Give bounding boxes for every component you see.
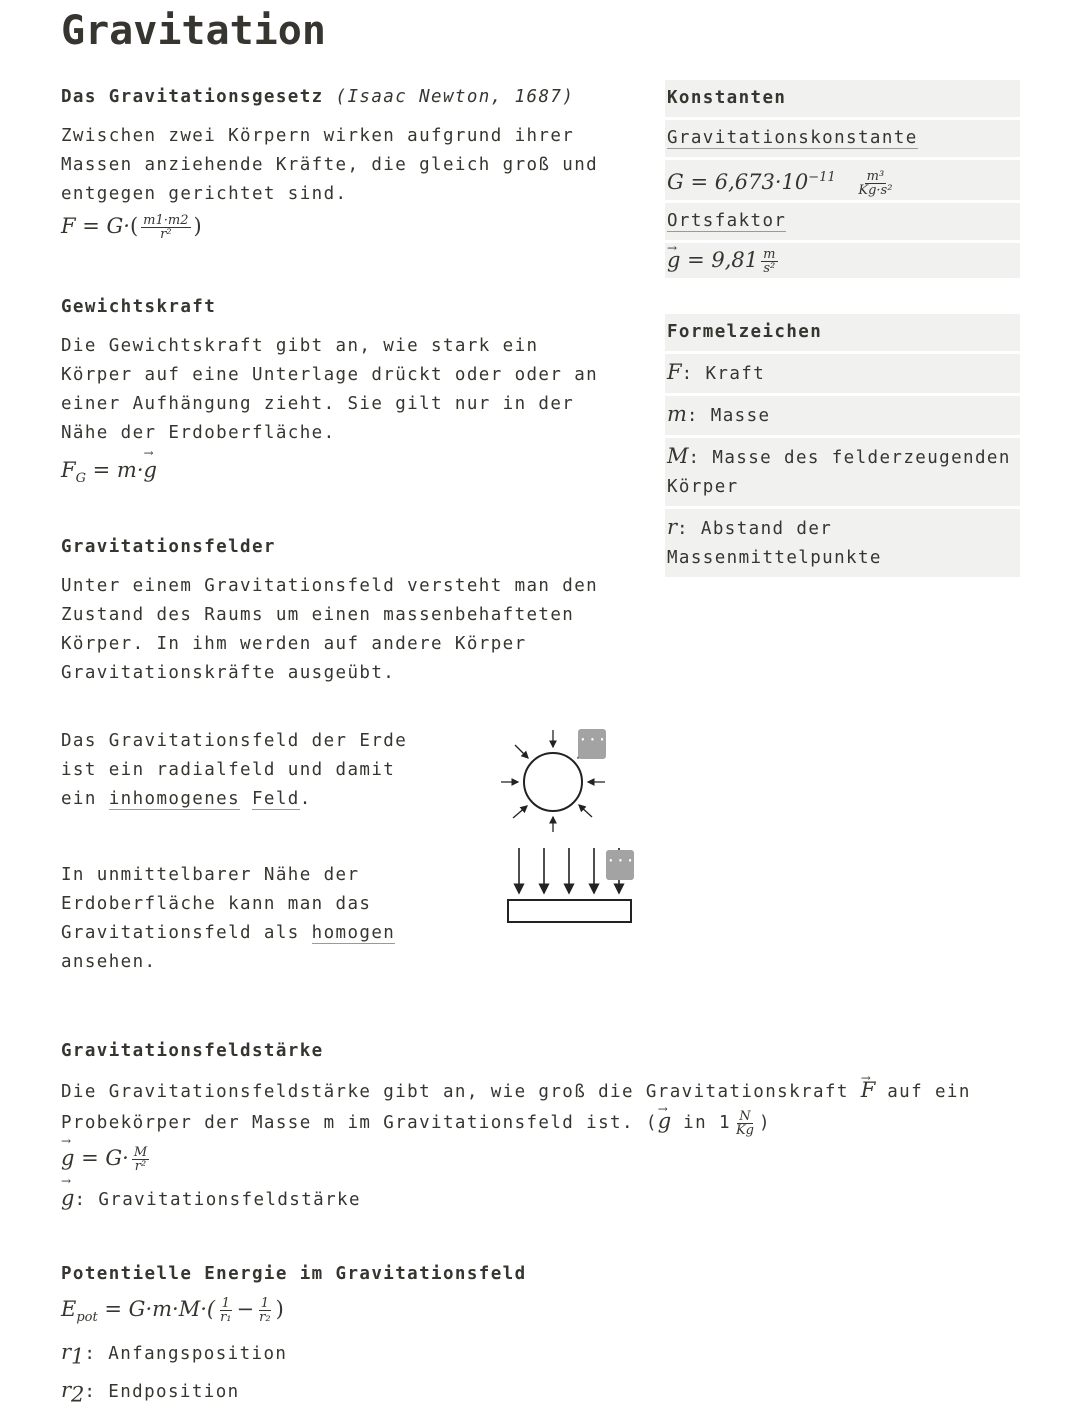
g-const-exp: −11	[808, 170, 836, 185]
g-const-unit	[856, 170, 894, 197]
r1-sub: 1	[71, 1344, 85, 1369]
potential-minus: −	[236, 1297, 255, 1321]
symbol-m-text: : Masse	[686, 406, 771, 426]
potential-mid: = G·m·M·(	[97, 1297, 216, 1321]
strength-frac-num: M	[133, 1145, 148, 1160]
gravitational-constant-link[interactable]: Gravitationskonstante	[667, 128, 918, 148]
g-const-unit-den: Kg·s²	[858, 183, 893, 198]
unit-fraction	[734, 1110, 756, 1137]
homogen-link[interactable]: homogen	[311, 923, 396, 943]
definition-g-vector: → g	[61, 1186, 74, 1210]
potential-f2-den: r₂	[259, 1310, 271, 1325]
law-formula: F = G·( $\frac{m1\cdot m2}{\text{r²}}$ )	[61, 213, 202, 242]
strength-text-3: in 1	[671, 1113, 731, 1133]
symbols-header: Formelzeichen	[665, 314, 1020, 351]
inhomogen-link[interactable]: inhomogenes	[108, 789, 241, 809]
potential-e-sub: pot	[76, 1310, 98, 1326]
definition-text: : Gravitationsfeldstärke	[74, 1190, 361, 1210]
force-vector: → F	[861, 1076, 876, 1105]
page-title: Gravitation	[61, 8, 326, 54]
law-fraction	[141, 214, 190, 241]
symbol-row	[665, 509, 1020, 577]
homogen-text-post: ansehen.	[61, 952, 157, 972]
potential-heading: Potentielle Energie im Gravitationsfeld	[61, 1264, 527, 1284]
formula-g-vector: → g	[61, 1146, 74, 1170]
symbol-M: M	[667, 444, 689, 468]
constants-row	[665, 120, 1020, 157]
homogen-text-pre: In unmittelbarer Nähe der Erdoberfläche kann man das Gravitationsfeld als	[61, 865, 372, 943]
symbols-table	[665, 314, 1020, 580]
strength-fraction	[132, 1146, 149, 1173]
weight-g-vector: → g	[144, 458, 157, 482]
r2-text: : Endposition	[84, 1382, 240, 1402]
field-arrow	[515, 745, 528, 758]
strength-text-1: Die Gravitationsfeldstärke gibt an, wie groß die Gravitationskraft	[61, 1082, 849, 1102]
r1-text: : Anfangsposition	[84, 1344, 288, 1364]
weight-text: Die Gewichtskraft gibt an, wie stark ein Körper auf eine Unterlage drückt oder oder an einer Aufhängung zieht. Sie gilt nur in der Nähe der Erdoberfläche.	[61, 336, 599, 443]
g-const-value: G = 6,673·10	[667, 170, 809, 194]
fields-text: Unter einem Gravitationsfeld versteht man den Zustand des Raums um einen massenbehafteten Körper. In ihm werden auf andere Körper Gravitationskräfte ausgeübt.	[61, 576, 599, 683]
earth-surface	[508, 900, 631, 922]
symbol-r-text: : Abstand der Massenmittelpunkte	[667, 519, 882, 568]
fields-heading: Gravitationsfelder	[61, 537, 276, 557]
weight-rhs: = m·	[85, 458, 144, 482]
weight-heading: Gewichtskraft	[61, 297, 217, 317]
symbol-F: F	[667, 360, 682, 384]
feld-link[interactable]: Feld	[251, 789, 300, 809]
potential-end: )	[275, 1297, 284, 1321]
more-options-button[interactable]: ···	[578, 729, 606, 759]
ortsfaktor-g-vector: → g	[667, 246, 680, 275]
radial-text-post: .	[299, 789, 312, 809]
ortsfaktor-unit	[761, 248, 777, 275]
strength-frac-den: r²	[134, 1159, 147, 1174]
ortsfaktor-value: = 9,81	[680, 248, 759, 272]
r1-symbol: r	[61, 1340, 72, 1364]
law-frac-num: m1·m2	[143, 213, 189, 228]
symbol-m: m	[667, 402, 687, 426]
more-options-button[interactable]: ···	[606, 850, 634, 880]
unit-den: Kg	[735, 1122, 754, 1138]
symbol-M-text: : Masse des felderzeugenden Körper	[667, 448, 1011, 497]
constants-table	[665, 80, 1020, 281]
strength-heading: Gravitationsfeldstärke	[61, 1041, 324, 1061]
weight-f-sub: G	[75, 471, 86, 487]
law-heading	[61, 87, 574, 107]
symbol-row	[665, 396, 1020, 435]
r2-symbol: r	[61, 1378, 72, 1402]
unit-num: N	[739, 1108, 751, 1124]
ortsfaktor-link[interactable]: Ortsfaktor	[667, 211, 787, 231]
r2-sub: 2	[71, 1382, 85, 1407]
potential-frac-1	[218, 1297, 233, 1324]
strength-formula-mid: = G·	[74, 1146, 129, 1170]
constants-row	[665, 243, 1020, 278]
potential-f1-num: 1	[221, 1296, 230, 1311]
constants-row	[665, 160, 1020, 200]
strength-definition	[61, 1186, 361, 1210]
law-heading-note: (Isaac Newton, 1687)	[335, 87, 575, 107]
radial-text-pre: Das Gravitationsfeld der Erde ist ein radialfeld und damit ein	[61, 731, 408, 809]
strength-text	[61, 1076, 1021, 1138]
ortsfaktor-unit-num: m	[763, 247, 776, 262]
potential-frac-2	[257, 1297, 272, 1324]
symbol-F-text: : Kraft	[681, 364, 766, 384]
law-formula-lhs: F = G·	[61, 214, 130, 238]
potential-f1-den: r₁	[220, 1310, 232, 1325]
ortsfaktor-unit-den: s²	[763, 261, 776, 276]
constants-header: Konstanten	[665, 80, 1020, 117]
homogen-text	[61, 861, 421, 977]
potential-f2-num: 1	[260, 1296, 269, 1311]
symbol-row	[665, 438, 1020, 506]
field-arrow	[513, 806, 527, 818]
constants-row	[665, 203, 1020, 240]
law-heading-text: Das Gravitationsgesetz	[61, 87, 324, 107]
weight-formula	[61, 458, 157, 486]
g-const-unit-num: m³	[866, 169, 885, 184]
symbol-r: r	[667, 515, 678, 539]
r1-definition	[61, 1340, 287, 1369]
r2-definition	[61, 1378, 240, 1407]
weight-f: F	[61, 458, 76, 482]
strength-formula	[61, 1146, 152, 1173]
symbol-row	[665, 354, 1020, 393]
g-vector: → g	[658, 1107, 671, 1136]
potential-formula	[61, 1297, 284, 1325]
law-text: Zwischen zwei Körpern wirken aufgrund ihrer Massen anziehende Kräfte, die gleich groß und entgegen gerichtet sind.	[61, 126, 599, 204]
strength-text-2: auf ein Probekörper der Masse m im Gravitationsfeld ist. (	[61, 1082, 971, 1133]
strength-text-4: )	[758, 1113, 771, 1133]
potential-e: E	[61, 1297, 77, 1321]
radial-text	[61, 727, 421, 814]
earth-circle	[524, 753, 582, 811]
law-frac-den: r²	[160, 227, 172, 242]
field-arrow	[579, 805, 592, 817]
